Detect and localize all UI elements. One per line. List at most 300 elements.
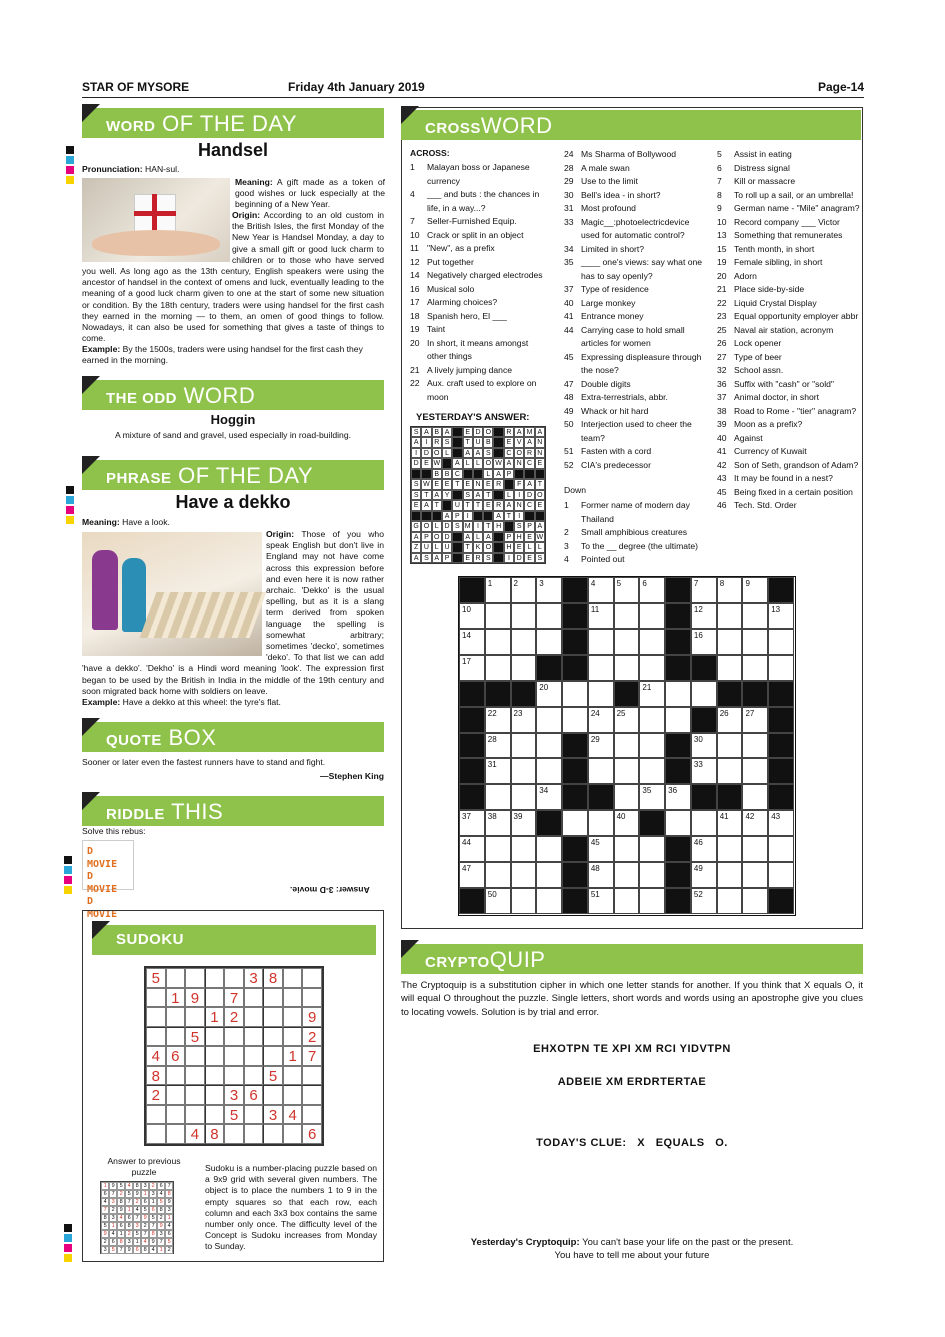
crossword-cell[interactable] (536, 629, 562, 655)
crossword-cell[interactable] (742, 784, 768, 810)
sudoku-cell[interactable] (146, 1027, 166, 1047)
crossword-cell[interactable]: 34 (536, 784, 562, 810)
answer-cell: 1 (117, 1230, 125, 1238)
sudoku-cell[interactable] (166, 1027, 186, 1047)
clue-text: Son of Seth, grandson of Adam? (734, 459, 859, 470)
sudoku-cell[interactable] (302, 988, 322, 1008)
black-square (717, 681, 743, 707)
sudoku-cell[interactable] (263, 988, 283, 1008)
sudoku-cell[interactable] (283, 1027, 303, 1047)
crossword-cell[interactable]: 11 (588, 603, 614, 629)
crossword-cell[interactable] (511, 758, 537, 784)
sudoku-cell[interactable] (244, 1124, 264, 1144)
sudoku-cell[interactable]: 5 (146, 968, 166, 988)
crossword-cell[interactable] (717, 888, 743, 914)
crossword-cell[interactable] (588, 629, 614, 655)
clue-number: 37 (717, 392, 727, 402)
crossword-cell[interactable]: 24 (588, 707, 614, 733)
crossword-cell[interactable] (588, 681, 614, 707)
sudoku-cell[interactable] (244, 988, 264, 1008)
sudoku-cell[interactable] (146, 1124, 166, 1144)
clue-text: Naval air station, acronym (734, 324, 834, 335)
sudoku-cell[interactable]: 2 (224, 1007, 244, 1027)
sudoku-cell[interactable] (166, 1124, 186, 1144)
crossword-cell[interactable]: 2 (511, 577, 537, 603)
sudoku-cell[interactable]: 5 (185, 1027, 205, 1047)
crossword-cell[interactable] (768, 836, 794, 862)
sudoku-cell[interactable] (283, 1066, 303, 1086)
crossword-cell[interactable] (639, 707, 665, 733)
answer-cell: 5 (133, 1230, 141, 1238)
crossword-cell[interactable] (614, 629, 640, 655)
answer-cell: 5 (165, 1238, 173, 1246)
header-small: PHRASE (106, 470, 172, 487)
crossword-cell[interactable] (768, 655, 794, 681)
crossword-cell[interactable] (562, 681, 588, 707)
answer-cell: 7 (101, 1206, 109, 1214)
word-origin: Origin: According to an old custom in the British Isles, the first Monday of the New Year is Handsel Monday, a day to give a small gift or good luck charm to children or to those who have served you well. As long ago as the 13th century, English speakers were using the ancestor of handsel in the context of omens and luck, eventually leading to the meaning of a good luck charm given to one at the start of some new situation or condition. By the 18th century, traders were using handsel for the first cash they earned in the morning — to them, an omen of good things to follow. Nowadays, it can also be used for something that gives a taste of things to come. (82, 210, 385, 344)
header-small: WORD (106, 118, 156, 135)
across-label: ACROSS: (410, 148, 450, 158)
rebus-line: D MOVIE (87, 846, 118, 870)
sudoku-cell[interactable]: 6 (244, 1085, 264, 1105)
clue-number: 52 (564, 459, 574, 470)
sudoku-cell[interactable] (302, 1105, 322, 1125)
crossword-cell[interactable]: 25 (614, 707, 640, 733)
crossword-cell[interactable] (639, 603, 665, 629)
clue-number: 22 (410, 378, 420, 388)
crossword-cell[interactable]: 48 (588, 862, 614, 888)
sudoku-cell[interactable]: 9 (185, 988, 205, 1008)
sudoku-cell[interactable] (224, 1066, 244, 1086)
clue-number: 4 (564, 554, 569, 564)
answer-cell: E (504, 437, 514, 447)
word-title: Handsel (197, 140, 269, 160)
crossword-cell[interactable]: 14 (459, 629, 485, 655)
crossword-cell[interactable]: 30 (691, 733, 717, 759)
crossword-cell[interactable]: 22 (485, 707, 511, 733)
sudoku-cell[interactable] (283, 1085, 303, 1105)
clue-text: It may be found in a nest? (734, 473, 833, 483)
crossword-cell[interactable]: 20 (536, 681, 562, 707)
crossword-cell[interactable]: 50 (485, 888, 511, 914)
sudoku-cell[interactable]: 4 (283, 1105, 303, 1125)
sudoku-cell[interactable]: 2 (302, 1027, 322, 1047)
crossword-cell[interactable] (588, 758, 614, 784)
crossword-cell[interactable]: 3 (536, 577, 562, 603)
crossword-cell[interactable]: 38 (485, 810, 511, 836)
answer-cell: A (411, 532, 421, 542)
crossword-cell[interactable] (485, 603, 511, 629)
crossword-cell[interactable]: 16 (691, 629, 717, 655)
sudoku-cell[interactable]: 8 (146, 1066, 166, 1086)
sudoku-cell[interactable] (166, 1105, 186, 1125)
sudoku-cell[interactable] (244, 1066, 264, 1086)
black-square (459, 733, 485, 759)
answer-cell: 3 (101, 1246, 109, 1254)
sudoku-cell[interactable]: 1 (166, 988, 186, 1008)
clue-text: Crack or split in an object (427, 229, 524, 240)
answer-cell: L (483, 469, 493, 479)
answer-cell: 5 (149, 1214, 157, 1222)
sudoku-cell[interactable]: 3 (244, 968, 264, 988)
sudoku-cell[interactable] (263, 1046, 283, 1066)
crossword-cell[interactable] (588, 810, 614, 836)
sudoku-cell[interactable] (244, 1027, 264, 1047)
crossword-cell[interactable] (511, 603, 537, 629)
crossword-cell[interactable] (511, 888, 537, 914)
sudoku-cell[interactable] (205, 988, 225, 1008)
answer-cell (473, 511, 483, 521)
sudoku-cell[interactable] (263, 1124, 283, 1144)
crossword-cell[interactable] (742, 758, 768, 784)
crossword-cell[interactable]: 36 (665, 784, 691, 810)
crossword-cell[interactable]: 35 (639, 784, 665, 810)
crossword-cell[interactable]: 27 (742, 707, 768, 733)
answer-cell: 5 (141, 1206, 149, 1214)
crossword-cell[interactable] (614, 836, 640, 862)
answer-cell: S (483, 448, 493, 458)
sudoku-cell[interactable] (205, 1105, 225, 1125)
sudoku-cell[interactable] (205, 1046, 225, 1066)
clue-number: 33 (564, 216, 574, 227)
sudoku-cell[interactable] (283, 968, 303, 988)
sudoku-cell[interactable] (205, 1085, 225, 1105)
crossword-cell[interactable] (536, 733, 562, 759)
sudoku-cell[interactable]: 1 (205, 1007, 225, 1027)
crossword-cell[interactable] (511, 655, 537, 681)
sudoku-cell[interactable] (224, 1027, 244, 1047)
sudoku-cell[interactable] (205, 1066, 225, 1086)
sudoku-cell[interactable]: 6 (166, 1046, 186, 1066)
corner-triangle-icon (401, 940, 419, 958)
crossword-cell[interactable] (536, 862, 562, 888)
crossword-cell[interactable] (742, 733, 768, 759)
clue-item (564, 148, 709, 162)
crossword-cell[interactable] (614, 655, 640, 681)
sudoku-cell[interactable] (185, 1085, 205, 1105)
crossword-cell[interactable] (742, 655, 768, 681)
clue-number: 2 (564, 527, 569, 537)
clue-text: A male swan (581, 162, 630, 173)
crossword-cell[interactable] (536, 888, 562, 914)
crossword-cell[interactable]: 39 (511, 810, 537, 836)
sudoku-cell[interactable] (146, 1007, 166, 1027)
corner-triangle-icon (82, 718, 100, 736)
sudoku-cell[interactable] (185, 1046, 205, 1066)
clue-item (564, 459, 709, 473)
sudoku-cell[interactable] (205, 968, 225, 988)
crossword-cell[interactable]: 42 (742, 810, 768, 836)
crossword-cell[interactable] (665, 681, 691, 707)
clue-number: 47 (564, 378, 574, 389)
crossword-cell[interactable]: 52 (691, 888, 717, 914)
crossword-cell[interactable]: 29 (588, 733, 614, 759)
crossword-cell[interactable] (614, 758, 640, 784)
crossword-cell[interactable] (536, 603, 562, 629)
clue-item (564, 256, 709, 283)
sudoku-cell[interactable]: 5 (224, 1105, 244, 1125)
masthead (82, 80, 864, 98)
crossword-cell[interactable] (768, 629, 794, 655)
crossword-cell[interactable]: 21 (639, 681, 665, 707)
crossword-cell[interactable] (717, 836, 743, 862)
answer-cell: 5 (125, 1190, 133, 1198)
clue-number: 17 (410, 297, 420, 307)
answer-cell: S (483, 553, 493, 563)
crossword-cell[interactable] (665, 707, 691, 733)
clue-text: Something that remunerates (734, 230, 843, 240)
answer-cell: L (524, 542, 534, 552)
clue-number: 36 (717, 378, 727, 389)
answer-cell: 1 (165, 1214, 173, 1222)
crossword-cell[interactable] (691, 681, 717, 707)
sudoku-cell[interactable]: 5 (263, 1066, 283, 1086)
crossword-cell[interactable]: 33 (691, 758, 717, 784)
crossword-cell[interactable] (511, 862, 537, 888)
sudoku-cell[interactable]: 1 (283, 1046, 303, 1066)
sudoku-cell[interactable] (224, 1046, 244, 1066)
crossword-cell[interactable] (485, 629, 511, 655)
crossword-cell[interactable]: 17 (459, 655, 485, 681)
registration-mark (64, 876, 72, 884)
crossword-cell[interactable] (485, 862, 511, 888)
sudoku-cell[interactable] (283, 1124, 303, 1144)
sudoku-cell[interactable] (302, 1066, 322, 1086)
sudoku-cell[interactable] (185, 1007, 205, 1027)
crossword-cell[interactable] (511, 733, 537, 759)
crossword-cell[interactable] (639, 888, 665, 914)
answer-cell: A (411, 437, 421, 447)
crossword-cell[interactable] (717, 655, 743, 681)
crossword-cell[interactable]: 6 (639, 577, 665, 603)
answer-cell: L (463, 458, 473, 468)
crossword-cell[interactable] (742, 888, 768, 914)
clue-item (717, 432, 863, 446)
crossword-cell[interactable]: 7 (691, 577, 717, 603)
sudoku-cell[interactable] (244, 1007, 264, 1027)
crossword-cell[interactable] (639, 758, 665, 784)
clue-item (564, 405, 709, 419)
answer-cell: N (473, 479, 483, 489)
crossword-cell[interactable]: 49 (691, 862, 717, 888)
crossword-cell[interactable] (717, 603, 743, 629)
crossword-cell[interactable]: 10 (459, 603, 485, 629)
sudoku-cell[interactable] (185, 968, 205, 988)
sudoku-cell[interactable] (244, 1046, 264, 1066)
clue-item (410, 161, 550, 188)
crossword-cell[interactable] (511, 629, 537, 655)
clue-number: 14 (410, 270, 420, 280)
word-of-day-header (82, 108, 384, 138)
clue-column (564, 499, 709, 567)
crossword-cell[interactable]: 46 (691, 836, 717, 862)
sudoku-cell[interactable]: 7 (224, 988, 244, 1008)
black-square (562, 603, 588, 629)
sudoku-cell[interactable] (146, 988, 166, 1008)
answer-cell: M (524, 427, 534, 437)
clue-number: 37 (564, 284, 574, 294)
clue-number: 15 (717, 243, 727, 254)
crossword-cell[interactable]: 9 (742, 577, 768, 603)
answer-cell: 1 (125, 1206, 133, 1214)
answer-cell: L (535, 542, 545, 552)
crossword-cell[interactable] (614, 733, 640, 759)
crossword-cell[interactable] (742, 629, 768, 655)
black-square (459, 888, 485, 914)
crossword-cell[interactable] (511, 836, 537, 862)
answer-cell: 8 (117, 1238, 125, 1246)
sudoku-cell[interactable] (263, 1027, 283, 1047)
crossword-cell[interactable] (511, 784, 537, 810)
sudoku-cell[interactable] (263, 1007, 283, 1027)
sudoku-cell[interactable] (166, 1066, 186, 1086)
crossword-cell[interactable] (536, 758, 562, 784)
crossword-cell[interactable] (717, 733, 743, 759)
answer-cell: L (473, 458, 483, 468)
sudoku-cell[interactable]: 9 (302, 1007, 322, 1027)
sudoku-cell[interactable] (263, 1085, 283, 1105)
sudoku-cell[interactable]: 6 (302, 1124, 322, 1144)
crossword-cell[interactable] (562, 707, 588, 733)
sudoku-cell[interactable]: 2 (146, 1085, 166, 1105)
crossword-cell[interactable]: 12 (691, 603, 717, 629)
sudoku-cell[interactable] (185, 1105, 205, 1125)
odd-word-title: Hoggin (210, 412, 256, 427)
clue-text: Use to the limit (581, 176, 638, 186)
crossword-cell[interactable]: 23 (511, 707, 537, 733)
crossword-cell[interactable] (485, 784, 511, 810)
answer-cell: 4 (125, 1182, 133, 1190)
sudoku-cell[interactable] (283, 1007, 303, 1027)
clue-number: 28 (564, 162, 574, 173)
sudoku-cell[interactable] (283, 988, 303, 1008)
crossword-cell[interactable]: 51 (588, 888, 614, 914)
crossword-cell[interactable] (614, 784, 640, 810)
sudoku-cell[interactable] (244, 1105, 264, 1125)
answer-cell: W (433, 460, 441, 468)
crossword-cell[interactable]: 5 (614, 577, 640, 603)
crossword-cell[interactable]: 4 (588, 577, 614, 603)
sudoku-cell[interactable] (166, 1007, 186, 1027)
crossword-cell[interactable]: 28 (485, 733, 511, 759)
answer-cell: I (411, 448, 421, 458)
crossword-cell[interactable] (717, 629, 743, 655)
answer-cell: 3 (125, 1238, 133, 1246)
answer-cell: S (411, 490, 421, 500)
sudoku-cell[interactable] (146, 1105, 166, 1125)
crossword-cell[interactable] (614, 888, 640, 914)
crossword-cell[interactable] (639, 733, 665, 759)
header-small: CRYPTO (425, 954, 490, 971)
crossword-cell[interactable]: 26 (717, 707, 743, 733)
crossword-cell[interactable]: 43 (768, 810, 794, 836)
clue-item (564, 499, 709, 526)
crossword-cell[interactable]: 13 (768, 603, 794, 629)
crossword-cell[interactable] (639, 655, 665, 681)
crossword-cell[interactable] (717, 862, 743, 888)
sudoku-cell[interactable]: 4 (146, 1046, 166, 1066)
crossword-cell[interactable] (536, 707, 562, 733)
clue-number: 50 (564, 419, 574, 429)
crossword-cell[interactable]: 37 (459, 810, 485, 836)
sudoku-cell[interactable] (224, 968, 244, 988)
crossword-cell[interactable] (562, 810, 588, 836)
crossword-cell[interactable]: 47 (459, 862, 485, 888)
answer-cell: S (421, 553, 431, 563)
crossword-cell[interactable] (614, 603, 640, 629)
crossword-cell[interactable] (639, 836, 665, 862)
crossword-cell[interactable] (665, 810, 691, 836)
clue-number: 31 (564, 203, 574, 213)
answer-cell (493, 448, 503, 458)
crossword-cell[interactable] (742, 862, 768, 888)
clue-number: 8 (717, 189, 722, 200)
answer-cell: T (483, 521, 493, 531)
answer-cell: N (535, 437, 545, 447)
sudoku-cell[interactable] (302, 968, 322, 988)
crossword-cell[interactable] (614, 862, 640, 888)
sudoku-cell[interactable] (205, 1027, 225, 1047)
corner-triangle-icon (82, 456, 100, 474)
clue-item (410, 242, 550, 256)
crossword-cell[interactable] (742, 836, 768, 862)
sudoku-cell[interactable]: 8 (205, 1124, 225, 1144)
crossword-cell[interactable]: 44 (459, 836, 485, 862)
sudoku-cell[interactable]: 4 (185, 1124, 205, 1144)
crossword-cell[interactable] (768, 862, 794, 888)
sudoku-cell[interactable] (166, 1085, 186, 1105)
crossword-cell[interactable]: 40 (614, 810, 640, 836)
crossword-cell[interactable] (639, 862, 665, 888)
answer-cell: 4 (149, 1246, 157, 1254)
crossword-cell[interactable]: 31 (485, 758, 511, 784)
sudoku-cell[interactable] (166, 968, 186, 988)
crossword-cell[interactable]: 8 (717, 577, 743, 603)
sudoku-cell[interactable] (302, 1085, 322, 1105)
sudoku-cell[interactable] (224, 1124, 244, 1144)
crossword-cell[interactable]: 41 (717, 810, 743, 836)
answer-cell: 8 (117, 1198, 125, 1206)
clue-text: In short, it means amongst other things (427, 337, 529, 361)
crossword-cell[interactable] (717, 758, 743, 784)
answer-cell (483, 511, 493, 521)
sudoku-cell[interactable]: 8 (263, 968, 283, 988)
answer-cell: R (504, 427, 514, 437)
clue-item (717, 216, 863, 230)
crossword-cell[interactable] (742, 603, 768, 629)
clue-number: 24 (564, 149, 574, 159)
answer-cell: D (524, 490, 534, 500)
crossword-cell[interactable] (485, 836, 511, 862)
crossword-cell[interactable] (639, 629, 665, 655)
answer-cell: A (473, 490, 483, 500)
sudoku-cell[interactable]: 3 (224, 1085, 244, 1105)
crossword-cell[interactable] (691, 810, 717, 836)
header-big: WORD (480, 113, 553, 138)
clue-number: 21 (410, 364, 420, 375)
crossword-cell[interactable] (536, 836, 562, 862)
clue-item (717, 229, 863, 243)
answer-cell: E (524, 553, 534, 563)
crossword-cell[interactable] (588, 655, 614, 681)
sudoku-cell[interactable] (185, 1066, 205, 1086)
crossword-cell[interactable] (485, 655, 511, 681)
crossword-cell[interactable]: 1 (485, 577, 511, 603)
sudoku-cell[interactable]: 3 (263, 1105, 283, 1125)
crossword-cell[interactable]: 45 (588, 836, 614, 862)
sudoku-cell[interactable]: 7 (302, 1046, 322, 1066)
